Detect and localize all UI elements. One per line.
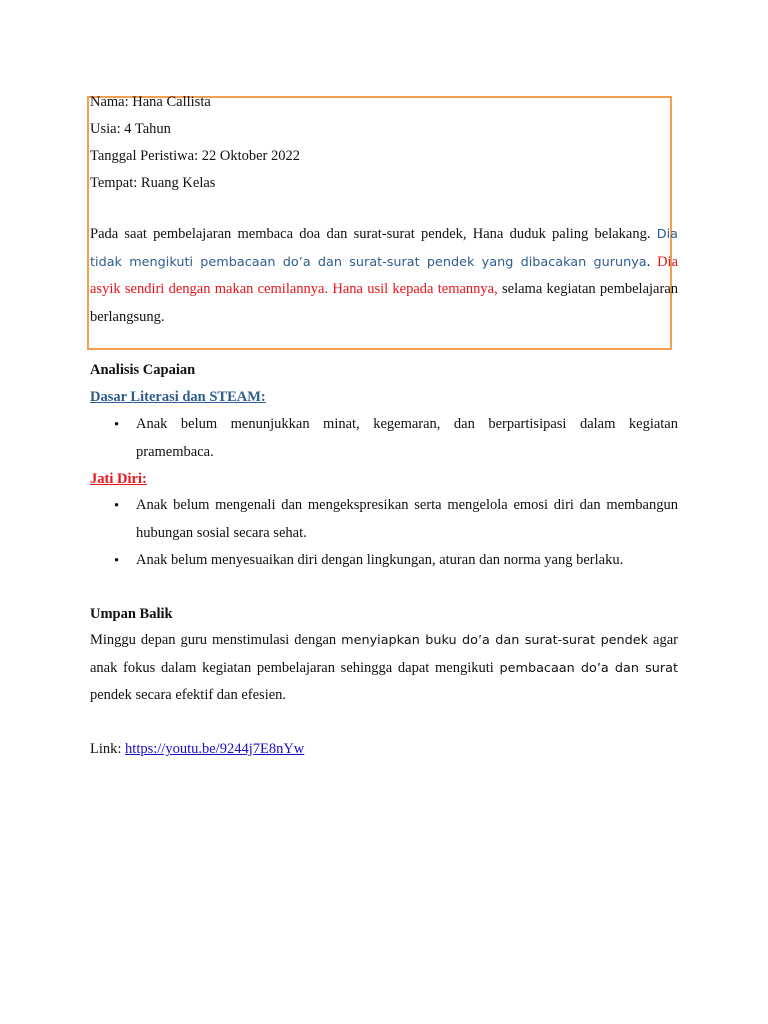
feedback-text: pendek secara efektif dan efesien. xyxy=(90,687,287,703)
analysis-heading: Analisis Capaian xyxy=(90,362,196,378)
place-line: Tempat: Ruang Kelas xyxy=(90,175,216,191)
narrative-text: Pada saat pembelajaran membaca doa dan surat-surat pendek, Hana duduk paling belakang. xyxy=(90,226,657,242)
feedback-heading: Umpan Balik xyxy=(90,606,173,622)
feedback-paragraph xyxy=(90,627,678,710)
narrative-red-text: Dia asyik sendiri dengan makan cemilannya. Hana usil kepada temannya, xyxy=(90,253,678,297)
identity-bullet: Anak belum mengenali dan mengekspresikan serta mengelola emosi diri dan membangun hubungan sosial secara sehat. xyxy=(136,497,678,541)
name-line: Nama: Hana Callista xyxy=(90,94,211,110)
identity-bullet: Anak belum menyesuaikan diri dengan lingkungan, aturan dan norma yang berlaku. xyxy=(136,552,624,568)
link-line xyxy=(90,740,304,758)
feedback-text: agar anak fokus dalam kegiatan pembelajaran sehingga dapat mengikuti xyxy=(90,632,678,676)
feedback-sans-text: menyiapkan buku do’a dan surat-surat pendek xyxy=(341,633,649,648)
observation-narrative xyxy=(90,221,678,331)
literacy-heading: Dasar Literasi dan STEAM: xyxy=(90,389,266,405)
narrative-text: selama kegiatan pembelajaran berlangsung. xyxy=(90,281,679,325)
narrative-text: . xyxy=(646,253,658,270)
link-label: Link: xyxy=(90,741,126,757)
feedback-text: Minggu depan guru menstimulasi dengan xyxy=(90,632,342,648)
bullet-icon: • xyxy=(114,498,120,514)
narrative-blue-text: Dia tidak mengikuti pembacaan do’a dan surat-surat pendek yang dibacakan gurunya xyxy=(90,227,678,270)
identity-heading: Jati Diri: xyxy=(90,471,147,487)
date-line: Tanggal Peristiwa: 22 Oktober 2022 xyxy=(90,148,301,164)
youtube-link[interactable]: https://youtu.be/9244j7E8nYw xyxy=(125,741,305,757)
feedback-sans-text: pembacaan do’a dan surat xyxy=(499,660,678,676)
bullet-icon: • xyxy=(114,553,120,569)
literacy-bullet: Anak belum menunjukkan minat, kegemaran, dan berpartisipasi dalam kegiatan pramembaca. xyxy=(136,416,678,460)
bullet-icon: • xyxy=(114,417,120,433)
age-line: Usia: 4 Tahun xyxy=(90,121,171,137)
